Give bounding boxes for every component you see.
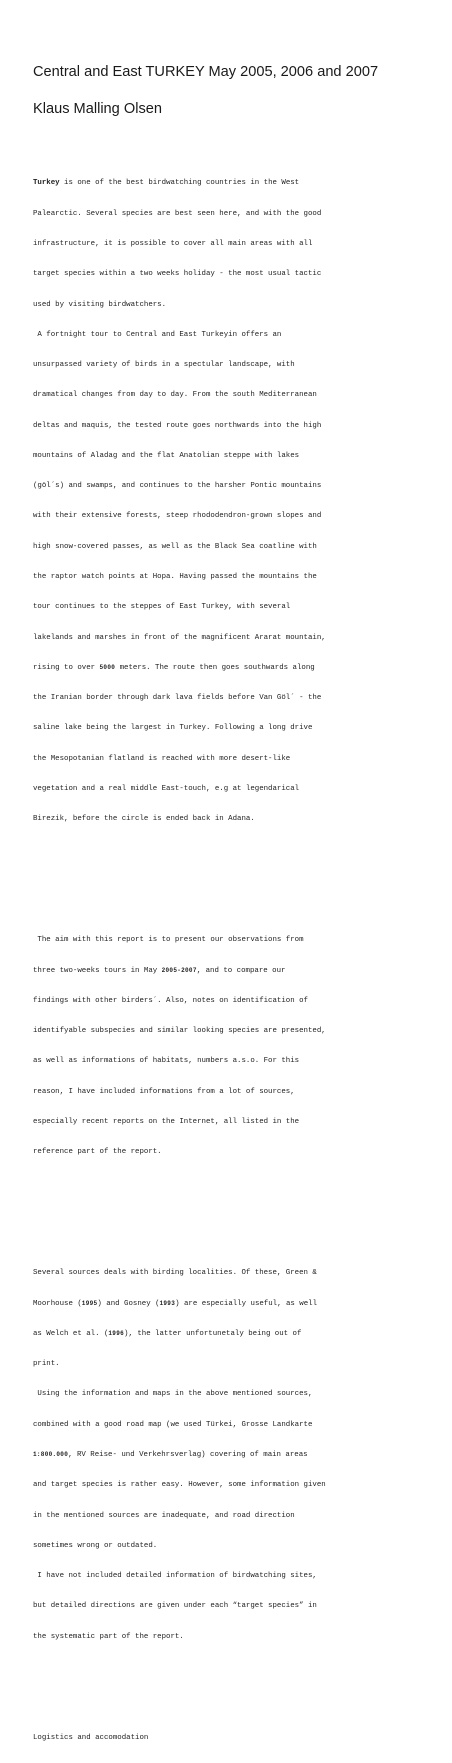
aim-paragraph (33, 915, 448, 1177)
text-line: Palearctic. Several species are best seen here, and with the good (33, 209, 322, 218)
report-author: Klaus Malling Olsen (33, 101, 162, 117)
report-body (33, 138, 448, 1763)
paragraph-gap (33, 1208, 448, 1218)
text-line: with their extensive forests, steep rhododendron-grown slopes and (33, 512, 322, 521)
text-line: dramatical changes from day to day. From the south Mediterranean (33, 391, 317, 400)
text-line: tour continues to the steppes of East Turkey, with several (33, 603, 291, 612)
text-line: lakelands and marshes in front of the magnificent Ararat mountain, (33, 633, 326, 642)
text-line: the raptor watch points at Hopa. Having passed the mountains the (33, 573, 317, 582)
text-line: vegetation and a real middle East-touch, e.g at legendarical (33, 785, 300, 793)
text-line: the Iranian border through dark lava fields before Van Göl´ - the (33, 694, 322, 703)
text-line: in the mentioned sources are inadequate, and road direction (33, 1511, 295, 1520)
report-title: Central and East TURKEY May 2005, 2006 and 2007 (33, 64, 379, 80)
text-line: The aim with this report is to present our observations from (33, 936, 304, 945)
text-line: rising to over 5000 meters. The route then goes southwards along (33, 663, 315, 672)
text-line: the Mesopotanian flatland is reached with more desert-like (33, 754, 291, 763)
text-line: high snow-covered passes, as well as the Black Sea coatline with (33, 542, 317, 551)
text-line: Using the information and maps in the above mentioned sources, (33, 1390, 313, 1399)
text-line: 1:800.000, RV Reise- und Verkehrsverlag) covering of main areas (33, 1451, 308, 1459)
text-line: saline lake being the largest in Turkey. Following a long drive (33, 724, 313, 733)
text-line: target species within a two weeks holiday - the most usual tactic (33, 270, 322, 279)
text-line: mountains of Aladag and the flat Anatolian steppe with lakes (33, 451, 300, 460)
text-line: reason, I have included informations from a lot of sources, (33, 1087, 295, 1096)
text-line: Moorhouse (1995) and Gosney (1993) are especially useful, as well (33, 1299, 318, 1308)
text-line: Several sources deals with birding localities. Of these, Green & (33, 1269, 317, 1278)
text-line: three two-weeks tours in May 2005-2007, and to compare our (33, 966, 286, 975)
text-line: and target species is rather easy. However, some information given (33, 1481, 326, 1490)
text-line: reference part of the report. (33, 1148, 162, 1157)
text-line: as well as informations of habitats, numbers a.s.o. For this (33, 1057, 300, 1066)
paragraph-gap (33, 1692, 448, 1702)
text-line: identifyable subspecies and similar looking species are presented, (33, 1027, 326, 1036)
text-line: Birezik, before the circle is ended back in Adana. (33, 815, 255, 824)
sources-paragraph (33, 1248, 448, 1662)
text-line: Turkey is one of the best birdwatching countries in the West (33, 179, 300, 188)
section-heading-logistics: Logistics and accomodation (33, 1733, 149, 1742)
turkey-keyword: Turkey (33, 179, 60, 188)
text-line: I have not included detailed information of birdwatching sites, (33, 1572, 317, 1581)
text-line: deltas and maquis, the tested route goes northwards into the high (33, 421, 322, 430)
text-line: but detailed directions are given under each “target species” in (33, 1602, 317, 1611)
text-line: unsurpassed variety of birds in a spectular landscape, with (33, 361, 295, 370)
text-line: infrastructure, it is possible to cover all main areas with all (33, 239, 313, 248)
text-line: combined with a good road map (we used Türkei, Grosse Landkarte (33, 1420, 313, 1429)
text-line: print. (33, 1360, 60, 1369)
intro-paragraph (33, 158, 448, 844)
text-line: especially recent reports on the Internet, all listed in the (33, 1118, 300, 1126)
text-line: A fortnight tour to Central and East Turkeyin offers an (33, 330, 282, 339)
text-line: sometimes wrong or outdated. (33, 1541, 158, 1550)
text-line: as Welch et al. (1996), the latter unfortunetaly being out of (33, 1329, 302, 1338)
text-line: (göl´s) and swamps, and continues to the harsher Pontic mountains (33, 482, 322, 491)
paragraph-gap (33, 875, 448, 885)
text-line: findings with other birders´. Also, notes on identification of (33, 996, 308, 1005)
text-line: used by visiting birdwatchers. (33, 300, 167, 309)
text-line: the systematic part of the report. (33, 1632, 184, 1641)
